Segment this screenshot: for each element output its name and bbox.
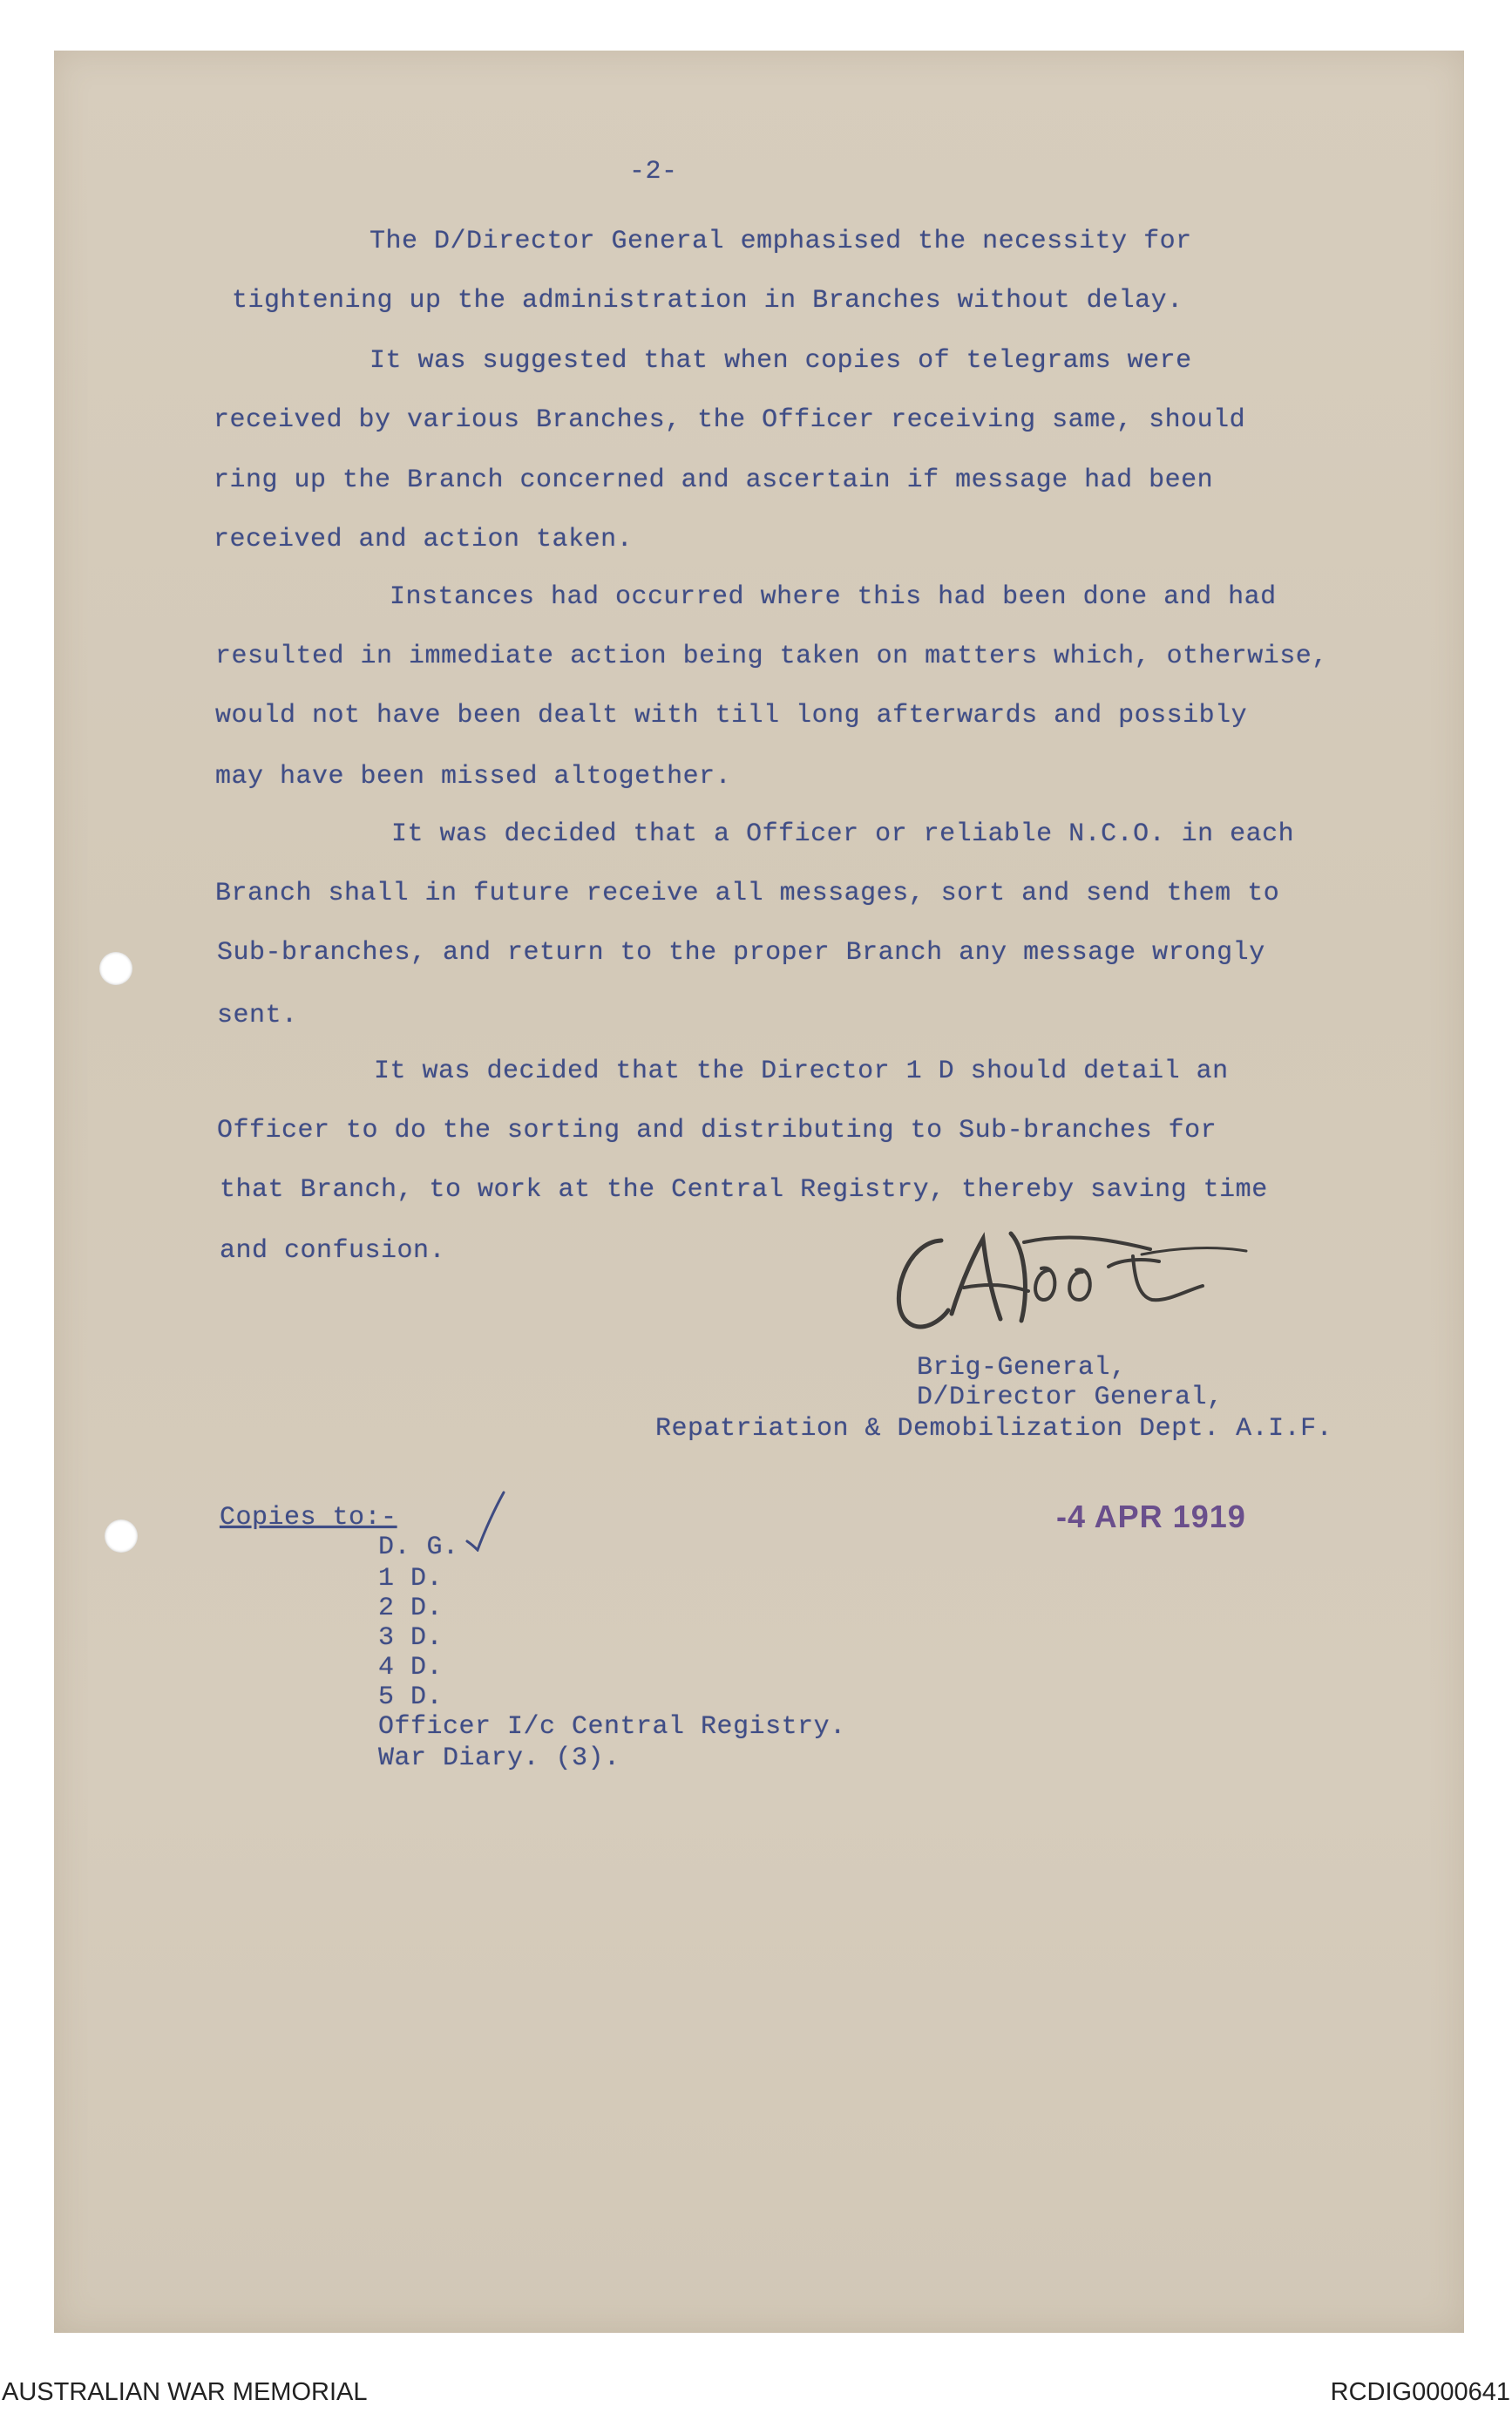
handwritten-signature xyxy=(880,1216,1264,1347)
body-line: resulted in immediate action being taken on matters which, otherwise, xyxy=(215,642,1328,671)
checkmark-icon xyxy=(464,1489,507,1552)
copies-item: Officer I/c Central Registry. xyxy=(378,1712,846,1742)
body-line: may have been missed altogether. xyxy=(215,762,732,792)
signature-department: Repatriation & Demobilization Dept. A.I.F. xyxy=(655,1414,1333,1444)
page-number: -2- xyxy=(629,157,678,187)
body-line: It was decided that the Director 1 D should detail an xyxy=(374,1057,1229,1086)
body-line: sent. xyxy=(217,1001,298,1030)
copies-item: 5 D. xyxy=(378,1682,444,1712)
copies-item: D. G. xyxy=(378,1533,459,1562)
body-line: would not have been dealt with till long afterwards and possibly xyxy=(215,701,1248,731)
date-stamp: -4 APR 1919 xyxy=(1056,1499,1246,1534)
body-line: Officer to do the sorting and distributing to Sub-branches for xyxy=(217,1116,1217,1145)
copies-item: 2 D. xyxy=(378,1594,444,1623)
punch-hole-upper xyxy=(99,952,132,985)
punch-hole-lower xyxy=(105,1519,138,1553)
body-line: Instances had occurred where this had been done and had xyxy=(390,582,1277,612)
signature-rank: Brig-General, xyxy=(917,1353,1127,1383)
footer-identifier: RCDIG0000641 xyxy=(1330,2378,1510,2406)
copies-item: War Diary. (3). xyxy=(378,1744,620,1773)
body-line: It was decided that a Officer or reliable N.C.O. in each xyxy=(391,819,1295,849)
body-line: Branch shall in future receive all messages, sort and send them to xyxy=(215,879,1280,908)
body-line: and confusion. xyxy=(220,1236,446,1266)
body-line: Sub-branches, and return to the proper Branch any message wrongly xyxy=(217,938,1265,968)
body-line: tightening up the administration in Branches without delay. xyxy=(232,286,1183,316)
footer-institution: AUSTRALIAN WAR MEMORIAL xyxy=(2,2378,368,2406)
copies-heading: Copies to:- xyxy=(220,1503,397,1533)
body-line: received and action taken. xyxy=(214,525,634,554)
copies-item: 3 D. xyxy=(378,1623,444,1653)
body-line: It was suggested that when copies of telegrams were xyxy=(370,346,1192,376)
copies-item: 4 D. xyxy=(378,1653,444,1682)
body-line: The D/Director General emphasised the necessity for xyxy=(370,227,1192,256)
body-line: that Branch, to work at the Central Registry, thereby saving time xyxy=(220,1175,1268,1205)
body-line: received by various Branches, the Officer receiving same, should xyxy=(214,405,1246,435)
signature-title: D/Director General, xyxy=(917,1383,1224,1412)
copies-item: 1 D. xyxy=(378,1564,444,1594)
body-line: ring up the Branch concerned and ascertain if message had been xyxy=(214,466,1214,495)
